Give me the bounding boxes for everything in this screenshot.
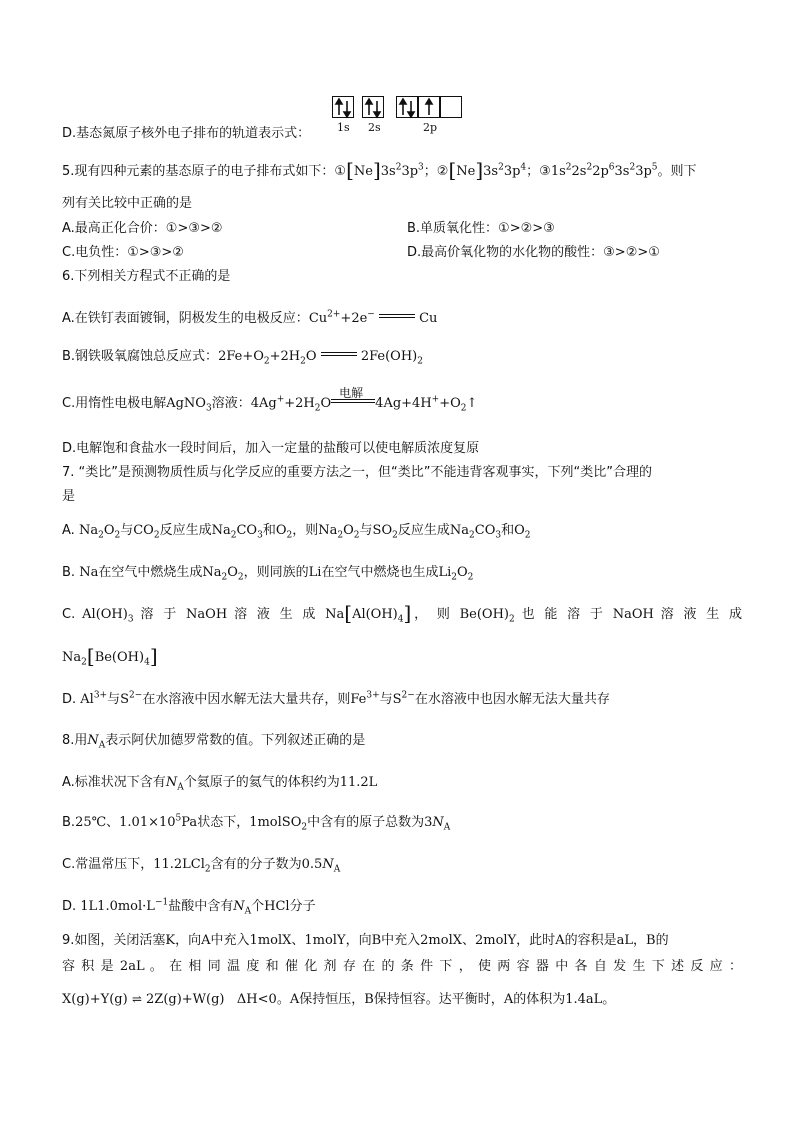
- question-8-stem: 8.用$N_A$表示阿伏加德罗常数的值。下列叙述正确的是: [62, 733, 366, 751]
- question-6-stem: 6.下列相关方程式不正确的是: [62, 269, 231, 284]
- q8-option-b: B.25℃、$1.01\times 10^5Pa$状态下，1molSO$_2$中含有的原子总数为$3N_A$: [62, 813, 451, 833]
- question-7-stem-cont: 是: [62, 489, 76, 504]
- q8-option-c: C.常温常压下，11.2LCl$_2$含有的分子数为$0.5N_A$: [62, 857, 341, 875]
- q5-intro-text: 5.现有四种元素的基态原子的电子排布式如下：①: [62, 164, 347, 179]
- q6-option-b: B.钢铁吸氧腐蚀总反应式：$2Fe+O_2+2H_2O$ $2Fe(OH)_2$: [62, 349, 423, 367]
- q8-option-a: A.标准状况下含有$N_A$个氦原子的氦气的体积约为11.2L: [62, 775, 378, 793]
- option-d-orbital-text: D.基态氮原子核外电子排布的轨道表示式：: [62, 126, 311, 141]
- orbital-label-1s: 1s: [337, 121, 350, 134]
- q6-option-d: D.电解饱和食盐水一段时间后，加入一定量的盐酸可以使电解质浓度复原: [62, 441, 480, 456]
- q7-option-c-cont: $Na_2[Be(OH)_4]$: [62, 644, 158, 668]
- question-7-stem: 7. “类比”是预测物质性质与化学反应的重要方法之一，但“类比”不能违背客观事实，下列“类比”合理的: [62, 465, 652, 480]
- electron-arrows: [330, 96, 474, 122]
- question-9-stem-cont: 容 积 是 2aL 。 在 相 同 温 度 和 催 化 剂 存 在 的 条 件 下 ， 使 两 容 器 中 各 自 发 生 下 述 反 应 ：: [62, 959, 742, 974]
- q5-option-b: B.单质氧化性：①>②>③: [407, 221, 555, 236]
- option-d-orbital: [62, 124, 310, 144]
- nitrogen-orbital-diagram: [330, 94, 474, 138]
- q5-option-a: A.最高正化合价：①>③>②: [62, 221, 223, 236]
- orbital-label-2p: 2p: [423, 121, 438, 134]
- q6-option-c: C.用惰性电极电解AgNO$_3$溶液：$4Ag^++2H_2O$ 电解 $4Ag+4H^++O_2↑$: [62, 394, 477, 414]
- q7-option-d: D. $Al^{3+}$与$S^{2-}$在水溶液中因水解无法大量共存，则$Fe^{3+}$与$S^{2-}$在水溶液中也因水解无法大量共存: [62, 690, 610, 707]
- question-9-reaction: X(g)+Y(g) ⇌ 2Z(g)+W(g) ΔH<0。A保持恒压，B保持恒容。达平衡时，A的体积为1.4aL。: [62, 992, 616, 1007]
- question-5-stem: 5.现有四种元素的基态原子的电子排布式如下：$①[Ne]3s^23p^3$；$②[Ne]3s^23p^4$；$③1s^22s^22p^63s^23p^5$。则下: [62, 158, 697, 182]
- q5-option-c: C.电负性：①>③>②: [62, 245, 184, 260]
- question-5-stem-cont: 列有关比较中正确的是: [62, 196, 193, 211]
- q6-option-a: A.在铁钉表面镀铜，阴极发生的电极反应：$Cu^{2+}+2e^-$ Cu: [62, 309, 438, 326]
- q5-option-d: D.最高价氧化物的水化物的酸性：③>②>①: [407, 245, 660, 260]
- q8-option-d: D. $1L1.0mol\cdot L^{-1}$盐酸中含有$N_A$个HCl分子: [62, 897, 316, 917]
- q7-option-c: C. $Al(OH)_3$ 溶 于 NaOH 溶 液 生 成 $Na[Al(OH)_4]$， 则 $Be(OH)_2$ 也 能 溶 于 NaOH 溶 液 生 成: [62, 601, 743, 625]
- q5-options-row2: [62, 243, 742, 263]
- electrolysis-condition: 电解: [339, 386, 364, 400]
- q7-option-b: B. Na在空气中燃烧生成$Na_2O_2$，则同族的Li在空气中燃烧也生成$Li_2O_2$: [62, 565, 474, 583]
- orbital-label-2s: 2s: [368, 121, 381, 134]
- q7-option-a: A. $Na_2O_2$与$CO_2$反应生成$Na_2CO_3$和$O_2$，则$Na_2O_2$与$SO_2$反应生成$Na_2CO_3$和$O_2$: [62, 523, 531, 541]
- q5-options-row1: [62, 219, 742, 239]
- question-9-stem: 9.如图，关闭活塞K，向A中充入1molX、1molY，向B中充入2molX、2molY，此时A的容积是aL，B的: [62, 933, 669, 948]
